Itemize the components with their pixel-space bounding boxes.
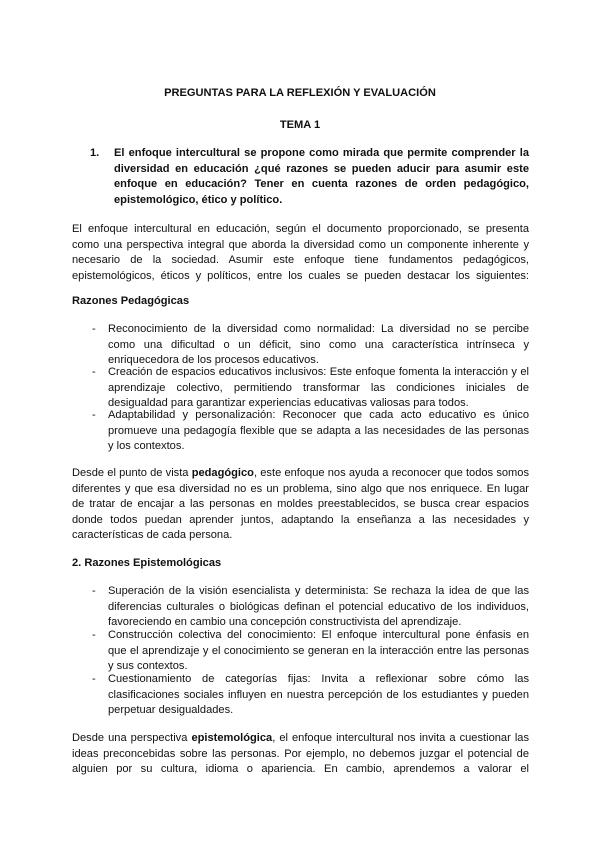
bullet-marker: - (92, 323, 96, 335)
pedagogical-paragraph-first-line: Desde el punto de vista pedagógico, este enfoque nos ayuda a reconocer que todos somos (72, 467, 529, 479)
bullet-line: Superación de la visión esencialista y determinista: Se rechaza la idea de que las (108, 585, 529, 597)
bullet-line: aprendizaje colectivo, permitiendo transformar las condiciones iniciales de (108, 381, 529, 394)
paragraph-line: de tratar de encajar a las personas en moldes preestablecidos, se busca crear espacios (72, 498, 529, 510)
intro-line: El enfoque intercultural en educación, según el documento proporcionado, se presenta (72, 223, 529, 235)
question-line: El enfoque intercultural se propone como mirada que permite comprender la (114, 147, 529, 159)
question-line: enfoque en educación? Tener en cuenta razones de orden pedagógico, (114, 178, 529, 190)
intro-line: epistemológicos, éticos y políticos, entre los cuales se pueden destacar los siguientes: (72, 269, 529, 282)
question-line: epistemológico, ético y político. (114, 193, 283, 206)
paragraph-line: ideas preconcebidas sobre las personas. Por ejemplo, no debemos juzgar el potencial de (72, 747, 529, 760)
bullet-line: favoreciendo en cambio una concepción constructivista del aprendizaje. (108, 616, 462, 628)
question-line: diversidad en educación ¿qué razones se pueden aducir para asumir este (114, 162, 529, 175)
bullet-line: clasificaciones sociales influyen en nuestra percepción de los estudiantes y pueden (108, 688, 529, 701)
bullet-line: diferencias culturales o biológicas definan el potencial educativo de los individuos, (108, 600, 529, 613)
bullet-line: enriquecedora de los procesos educativos. (108, 354, 319, 366)
bullet-line: Reconocimiento de la diversidad como normalidad: La diversidad no se percibe (108, 323, 529, 335)
paragraph-line: diferentes y que esa diversidad no es un problema, sino algo que nos enriquece. En lugar (72, 482, 529, 495)
bullet-line: perpetuar desigualdades. (108, 704, 234, 716)
bullet-line: Cuestionamiento de categorías fijas: Invita a reflexionar sobre cómo las (108, 673, 529, 685)
bullet-marker: - (92, 366, 96, 378)
bullet-line: como una dificultad o un déficit, sino como una característica intrínseca y (108, 338, 529, 351)
paragraph-line: alguien por su cultura, idioma o apariencia. En cambio, aprendemos a valorar el (72, 763, 529, 775)
bullet-line: promueve una pedagogía flexible que se adapta a las necesidades de las personas (108, 424, 529, 437)
paragraph-line: características de cada persona. (72, 529, 233, 541)
bullet-line: Construcción colectiva del conocimiento: El enfoque intercultural pone énfasis en (108, 629, 529, 641)
bullet-marker: - (92, 629, 96, 641)
question-number: 1. (90, 147, 100, 159)
paragraph-line: donde todos puedan aprender juntos, adaptando la enseñanza a las necesidades y (72, 513, 529, 526)
bullet-line: desigualdad para garantizar experiencias educativas valiosas para todos. (108, 397, 469, 409)
bullet-marker: - (92, 673, 96, 685)
bullet-line: que el aprendizaje y el conocimiento se generan en la interacción entre las personas (108, 644, 529, 657)
bullet-marker: - (92, 585, 96, 597)
topic-heading: TEMA 1 (279, 119, 321, 131)
intro-line: como una perspectiva integral que aborda la diversidad como un componente inherente y (72, 238, 529, 251)
section-heading-pedagogical: Razones Pedagógicas (72, 295, 190, 307)
bullet-line: Creación de espacios educativos inclusivos: Este enfoque fomenta la interacción y el (108, 366, 529, 378)
intro-line: necesario de la sociedad. Asumir este enfoque tiene fundamentos pedagógicos, (72, 254, 529, 266)
bullet-line: y los contextos. (108, 440, 185, 452)
bullet-line: Adaptabilidad y personalización: Reconocer que cada acto educativo es único (108, 409, 529, 421)
epistemological-paragraph-first-line: Desde una perspectiva epistemológica, el enfoque intercultural nos invita a cuestionar las (72, 732, 530, 744)
document-title: PREGUNTAS PARA LA REFLEXIÓN Y EVALUACIÓN (164, 87, 436, 99)
bullet-marker: - (92, 409, 96, 421)
section-heading-epistemological: 2. Razones Epistemológicas (72, 557, 222, 569)
bullet-line: y sus contextos. (108, 660, 188, 672)
